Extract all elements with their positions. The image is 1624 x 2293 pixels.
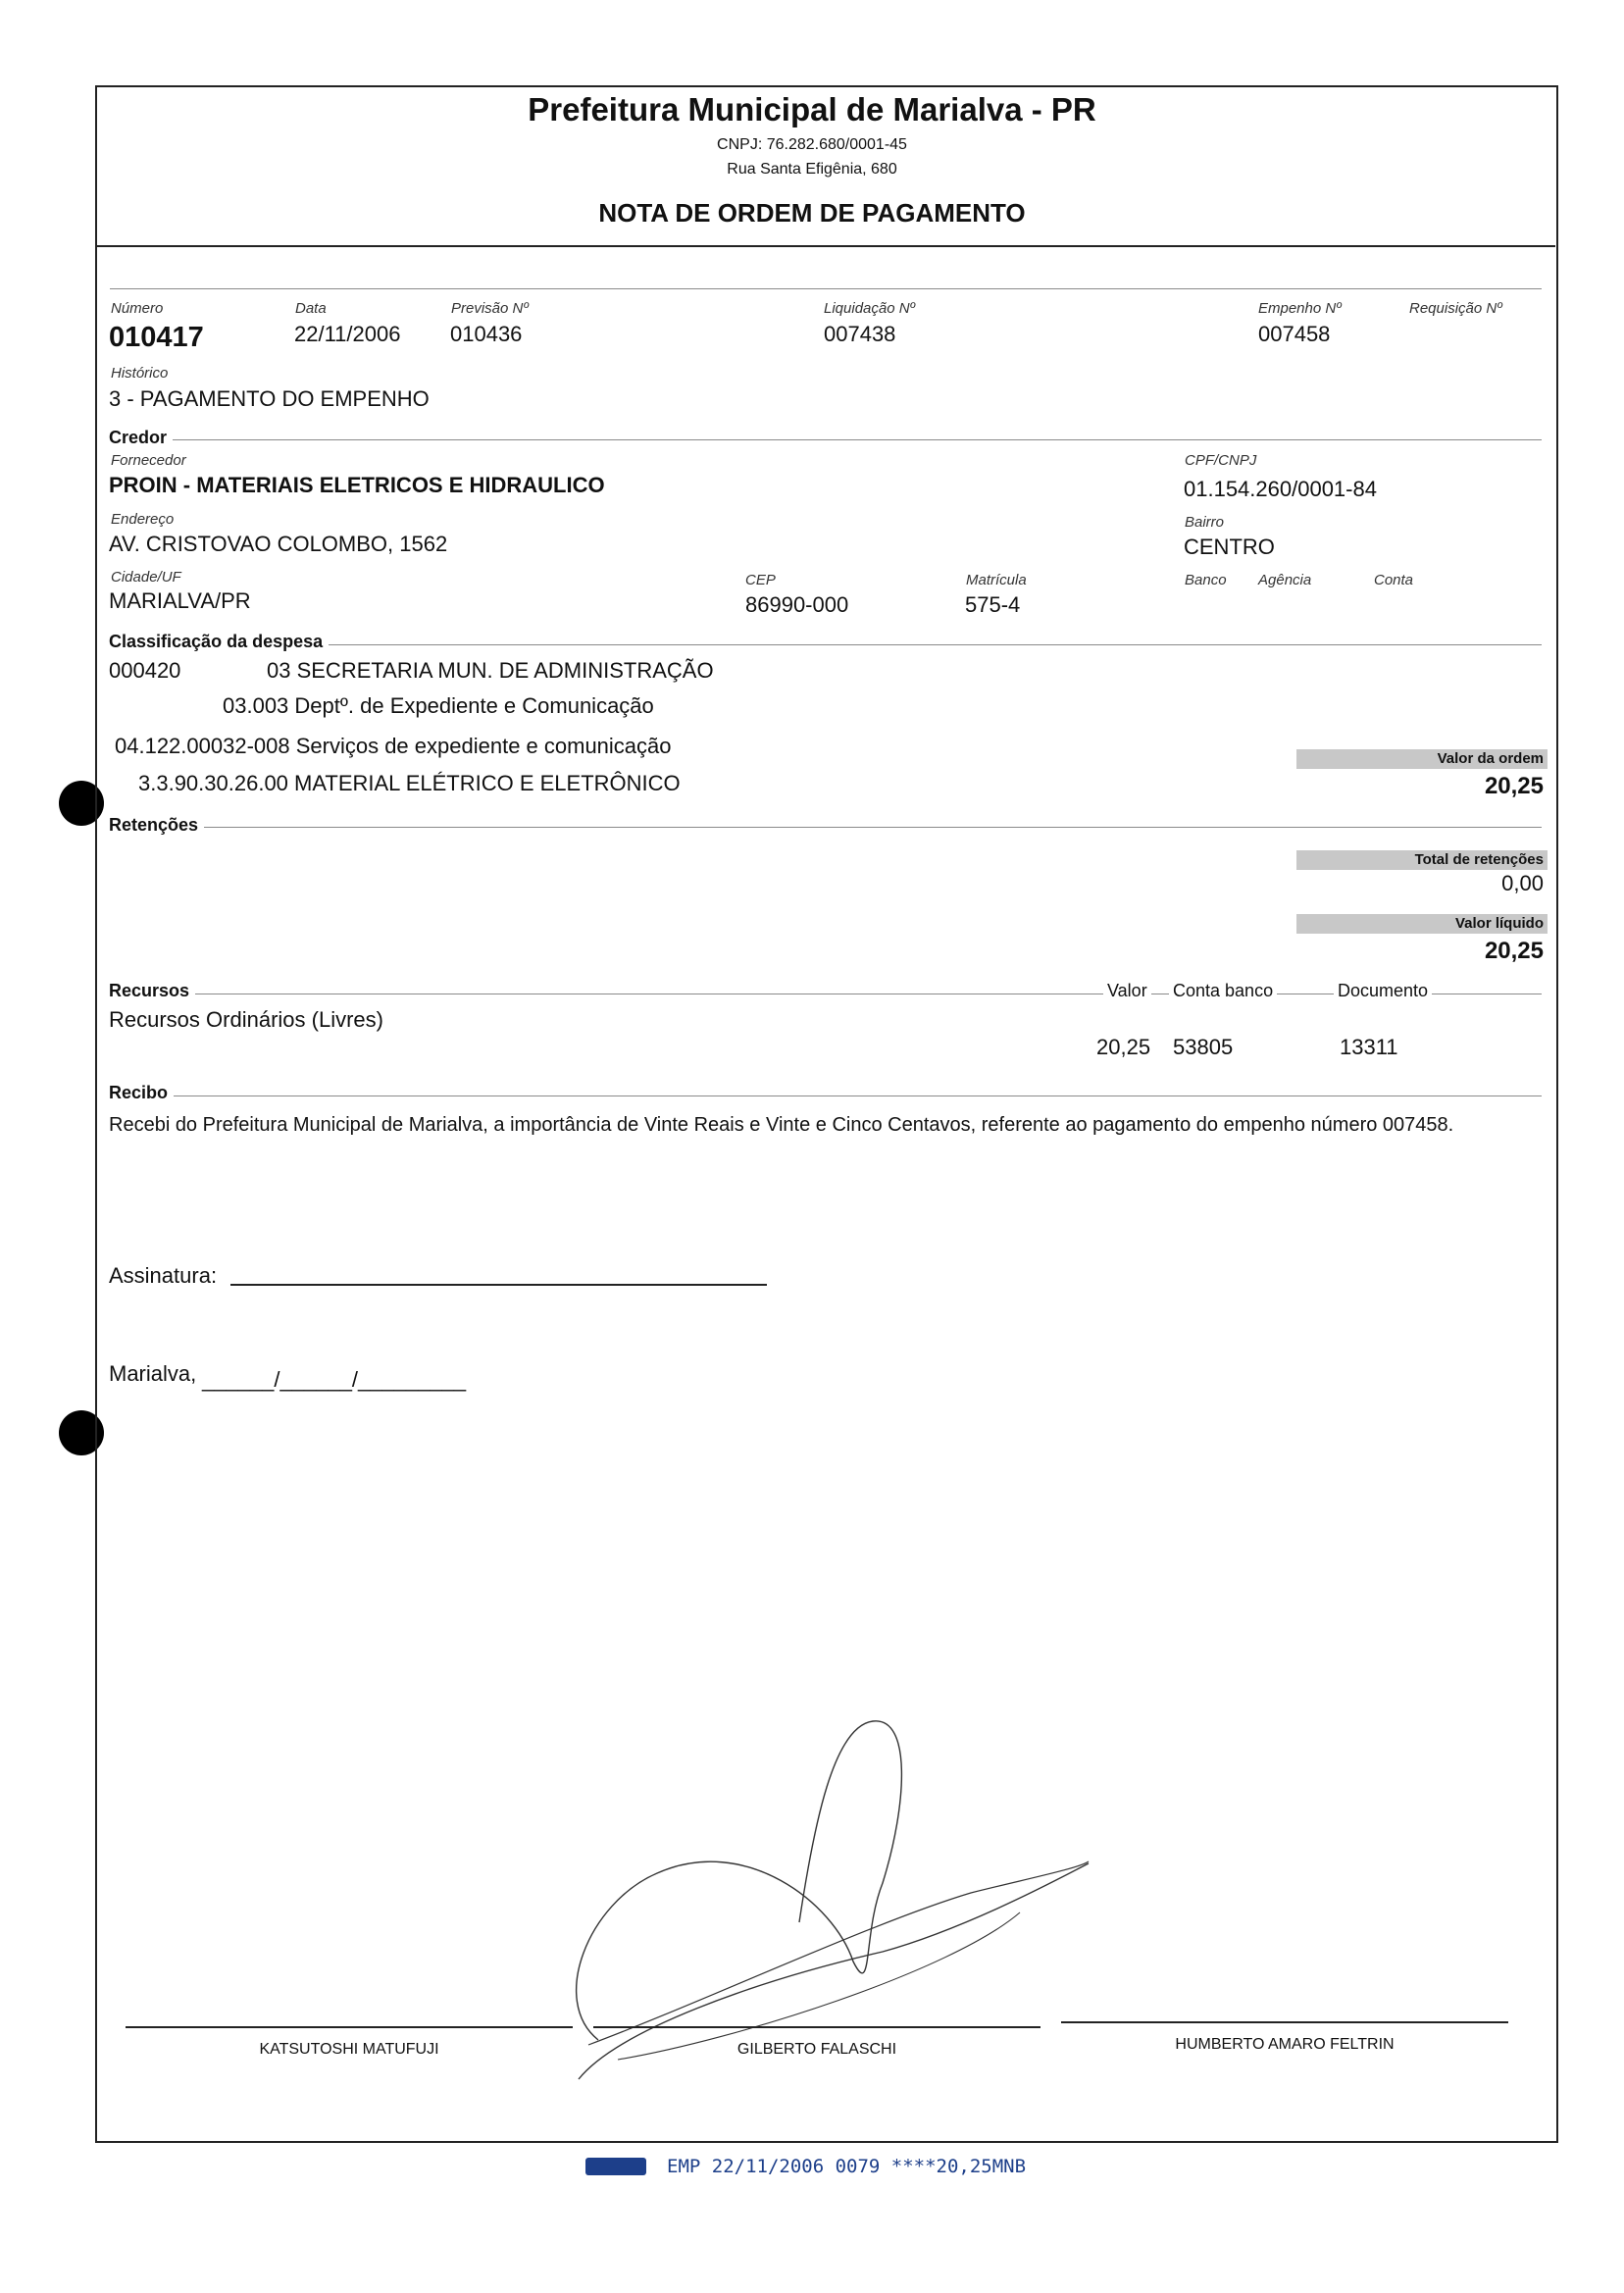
matricula-label: Matrícula [966, 572, 1027, 588]
cpf-label: CPF/CNPJ [1185, 452, 1257, 469]
valor-ordem-label: Valor da ordem [1296, 749, 1548, 769]
header-cnpj: CNPJ: 76.282.680/0001-45 [717, 136, 907, 153]
signatory-3: HUMBERTO AMARO FELTRIN [1175, 2036, 1395, 2053]
cidade-value: MARIALVA/PR [109, 588, 251, 613]
fornecedor-label: Fornecedor [111, 452, 186, 469]
previsao-value: 010436 [450, 322, 523, 346]
handwritten-signature [559, 1707, 1108, 2099]
retencoes-divider [110, 827, 1542, 828]
recursos-conta: 53805 [1173, 1035, 1234, 1059]
local-data-label: Marialva, [109, 1361, 197, 1386]
numero-label: Número [111, 300, 164, 317]
liquidacao-label: Liquidação Nº [824, 300, 916, 317]
endereco-label: Endereço [111, 511, 175, 528]
recursos-documento: 13311 [1340, 1035, 1398, 1059]
retencoes-section: Retenções [109, 815, 204, 836]
signatory-1: KATSUTOSHI MATUFUJI [259, 2041, 439, 2058]
total-retencoes-value: 0,00 [1501, 871, 1544, 895]
data-label: Data [295, 300, 327, 317]
conta-label: Conta [1374, 572, 1414, 588]
agencia-label: Agência [1258, 572, 1312, 588]
recibo-section: Recibo [109, 1083, 174, 1103]
recursos-documento-header: Documento [1334, 981, 1432, 1001]
cpf-value: 01.154.260/0001-84 [1184, 477, 1377, 501]
recursos-valor-header: Valor [1103, 981, 1151, 1001]
classificacao-funcional: 04.122.00032-008 Serviços de expediente e comunicação [115, 734, 672, 758]
numero-value: 010417 [109, 322, 204, 353]
cep-value: 86990-000 [745, 592, 849, 617]
historico-label: Histórico [111, 365, 169, 382]
credor-divider [110, 439, 1542, 440]
data-value: 22/11/2006 [294, 322, 401, 346]
ids-divider [110, 288, 1542, 289]
signature-line-3 [1061, 2021, 1508, 2023]
signatory-2: GILBERTO FALASCHI [736, 2041, 897, 2058]
date-blank-line: ______/______/_________ [202, 1367, 467, 1392]
signature-line-2 [593, 2026, 1040, 2028]
endereco-value: AV. CRISTOVAO COLOMBO, 1562 [109, 532, 448, 556]
recursos-descricao: Recursos Ordinários (Livres) [109, 1007, 383, 1032]
document-title: NOTA DE ORDEM DE PAGAMENTO [598, 198, 1026, 228]
bairro-value: CENTRO [1184, 535, 1275, 559]
assinatura-label: Assinatura: [109, 1263, 218, 1288]
header-divider [96, 245, 1555, 247]
classificacao-code: 000420 [109, 658, 181, 683]
requisicao-label: Requisição Nº [1409, 300, 1502, 317]
fornecedor-value: PROIN - MATERIAIS ELETRICOS E HIDRAULICO [109, 473, 605, 497]
recursos-conta-header: Conta banco [1169, 981, 1277, 1001]
banco-label: Banco [1185, 572, 1227, 588]
empenho-value: 007458 [1258, 322, 1331, 346]
bairro-label: Bairro [1185, 514, 1225, 531]
classificacao-elemento: 3.3.90.30.26.00 MATERIAL ELÉTRICO E ELETRÔNICO [138, 771, 681, 795]
historico-value: 3 - PAGAMENTO DO EMPENHO [109, 386, 430, 411]
classificacao-section: Classificação da despesa [109, 632, 329, 652]
total-retencoes-label: Total de retenções [1296, 850, 1548, 870]
matricula-value: 575-4 [965, 592, 1021, 617]
credor-section: Credor [109, 428, 173, 448]
valor-liquido-value: 20,25 [1484, 938, 1544, 964]
cidade-label: Cidade/UF [111, 569, 181, 586]
liquidacao-value: 007438 [824, 322, 896, 346]
classificacao-departamento: 03.003 Deptº. de Expediente e Comunicação [223, 693, 654, 718]
previsao-label: Previsão Nº [451, 300, 529, 317]
signature-line-1 [126, 2026, 573, 2028]
cep-label: CEP [745, 572, 776, 588]
empenho-label: Empenho Nº [1258, 300, 1342, 317]
valor-liquido-label: Valor líquido [1296, 914, 1548, 934]
recursos-valor: 20,25 [1096, 1035, 1151, 1059]
assinatura-line [230, 1284, 767, 1286]
bank-stamp-logo [585, 2158, 646, 2175]
recursos-section: Recursos [109, 981, 195, 1001]
classificacao-secretaria: 03 SECRETARIA MUN. DE ADMINISTRAÇÃO [267, 658, 714, 683]
bank-stamp-text: EMP 22/11/2006 0079 ****20,25MNB [667, 2156, 1027, 2177]
header-address: Rua Santa Efigênia, 680 [727, 161, 897, 178]
recibo-text: Recebi do Prefeitura Municipal de Marialva, a importância de Vinte Reais e Vinte e Cinco Centavos, referente ao pagamento do empenho número 007458. [109, 1114, 1454, 1136]
valor-ordem-value: 20,25 [1484, 773, 1544, 799]
header-title: Prefeitura Municipal de Marialva - PR [528, 91, 1096, 127]
